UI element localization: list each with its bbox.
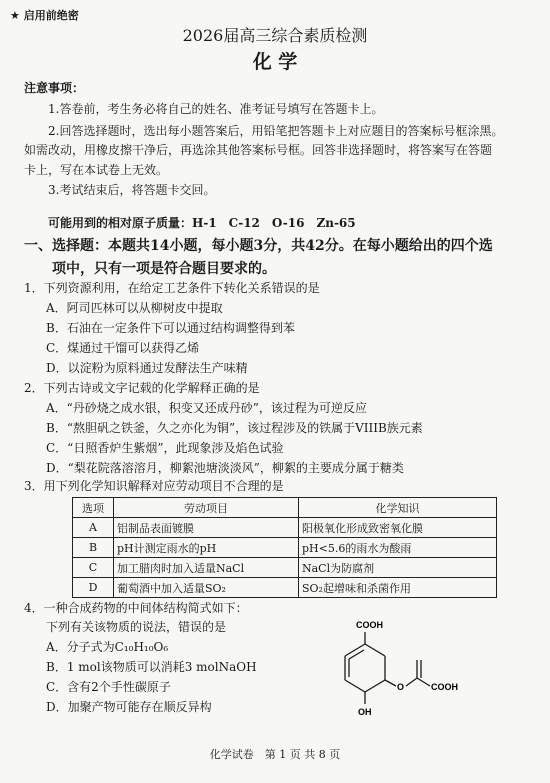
q1-stem: 1．下列资源利用，在给定工艺条件下转化关系错误的是 — [24, 281, 320, 295]
note-item-2: 2.回答选择题时，选出每小题答案后，用铅笔把答题卡上对应题目的答案标号框涂黑。 — [48, 124, 504, 138]
table-header: 化学知识 — [299, 498, 497, 518]
table-cell: pH<5.6的雨水为酸雨 — [299, 538, 497, 558]
table-cell: D — [73, 578, 114, 598]
table-cell: C — [73, 558, 114, 578]
table-header: 劳动项目 — [114, 498, 299, 518]
note-item-1: 1.答卷前，考生务必将自己的姓名、准考证号填写在答题卡上。 — [48, 102, 384, 116]
table-cell: B — [73, 538, 114, 558]
q3-stem: 3．用下列化学知识解释对应劳动项目不合理的是 — [24, 479, 284, 493]
table-cell: NaCl为防腐剂 — [299, 558, 497, 578]
q2-option-b: B．“熬胆矾之铁釜，久之亦化为铜”，该过程涉及的铁属于VIIIB族元素 — [46, 421, 423, 435]
q2-stem: 2．下列古诗或文字记载的化学解释正确的是 — [24, 381, 260, 395]
q4-substem: 下列有关该物质的说法，错误的是 — [46, 620, 227, 634]
note-item-3: 3.考试结束后，将答题卡交回。 — [48, 183, 216, 197]
table-row — [73, 518, 497, 538]
table-header: 选项 — [73, 498, 114, 518]
q1-option-b: B．石油在一定条件下可以通过结构调整得到苯 — [46, 321, 295, 335]
q4-option-a: A．分子式为C₁₀H₁₀O₆ — [46, 640, 169, 654]
q2-option-d: D．“梨花院落溶溶月，柳絮池塘淡淡风”，柳絮的主要成分属于糖类 — [46, 461, 404, 475]
note-item-2-cont2: 卡上，写在本试卷上无效。 — [24, 163, 169, 177]
structure-label-oh: OH — [358, 707, 372, 717]
note-item-2-cont: 如需改动，用橡皮擦干净后，再选涂其他答案标号框。回答非选择题时，将答案写在答题 — [24, 143, 493, 157]
q4-option-b: B．1 mol该物质可以消耗3 molNaOH — [46, 660, 257, 674]
table-cell: 阳极氧化形成致密氧化膜 — [299, 518, 497, 538]
q1-option-c: C．煤通过干馏可以获得乙烯 — [46, 341, 200, 355]
table-cell: 葡萄酒中加入适量SO₂ — [114, 578, 299, 598]
page-footer: 化学试卷 第 1 页 共 8 页 — [209, 748, 341, 761]
table-header-row — [73, 498, 497, 518]
q1-option-a: A．阿司匹林可以从柳树皮中提取 — [46, 301, 223, 315]
molecule-structure — [320, 612, 480, 724]
q2-option-a: A．“丹砂烧之成水银，积变又还成丹砂”，该过程为可逆反应 — [46, 401, 367, 415]
atomic-masses: 可能用到的相对原子质量：H-1 C-12 O-16 Zn-65 — [48, 216, 356, 230]
section-heading: 一、选择题：本题共14小题，每小题3分，共42分。在每小题给出的四个选 — [24, 238, 493, 254]
table-cell: A — [73, 518, 114, 538]
table-cell: 加工腊肉时加入适量NaCl — [114, 558, 299, 578]
q4-option-d: D．加聚产物可能存在顺反异构 — [46, 700, 212, 714]
q1-option-d: D．以淀粉为原料通过发酵法生产味精 — [46, 361, 248, 375]
table-cell: pH计测定雨水的pH — [114, 538, 299, 558]
structure-label-cooh-top: COOH — [356, 620, 383, 630]
q4-option-c: C．含有2个手性碳原子 — [46, 680, 171, 694]
exam-title: 2026届高三综合素质检测 — [182, 26, 368, 45]
subject-title: 化 学 — [252, 51, 298, 73]
table-row — [73, 578, 497, 598]
q2-option-c: C．“日照香炉生紫烟”，此现象涉及焰色试验 — [46, 441, 284, 455]
q4-stem: 4．一种合成药物的中间体结构简式如下： — [24, 601, 248, 615]
table-row — [73, 538, 497, 558]
labor-table — [72, 497, 497, 598]
secret-mark: ★ 启用前绝密 — [10, 9, 79, 22]
table-row — [73, 558, 497, 578]
structure-label-cooh-right: COOH — [431, 682, 458, 692]
table-cell: 铝制品表面镀膜 — [114, 518, 299, 538]
notes-heading: 注意事项： — [24, 81, 85, 95]
section-heading-cont: 项中，只有一项是符合题目要求的。 — [52, 261, 276, 277]
table-cell: SO₂起增味和杀菌作用 — [299, 578, 497, 598]
structure-label-o: O — [397, 682, 405, 692]
